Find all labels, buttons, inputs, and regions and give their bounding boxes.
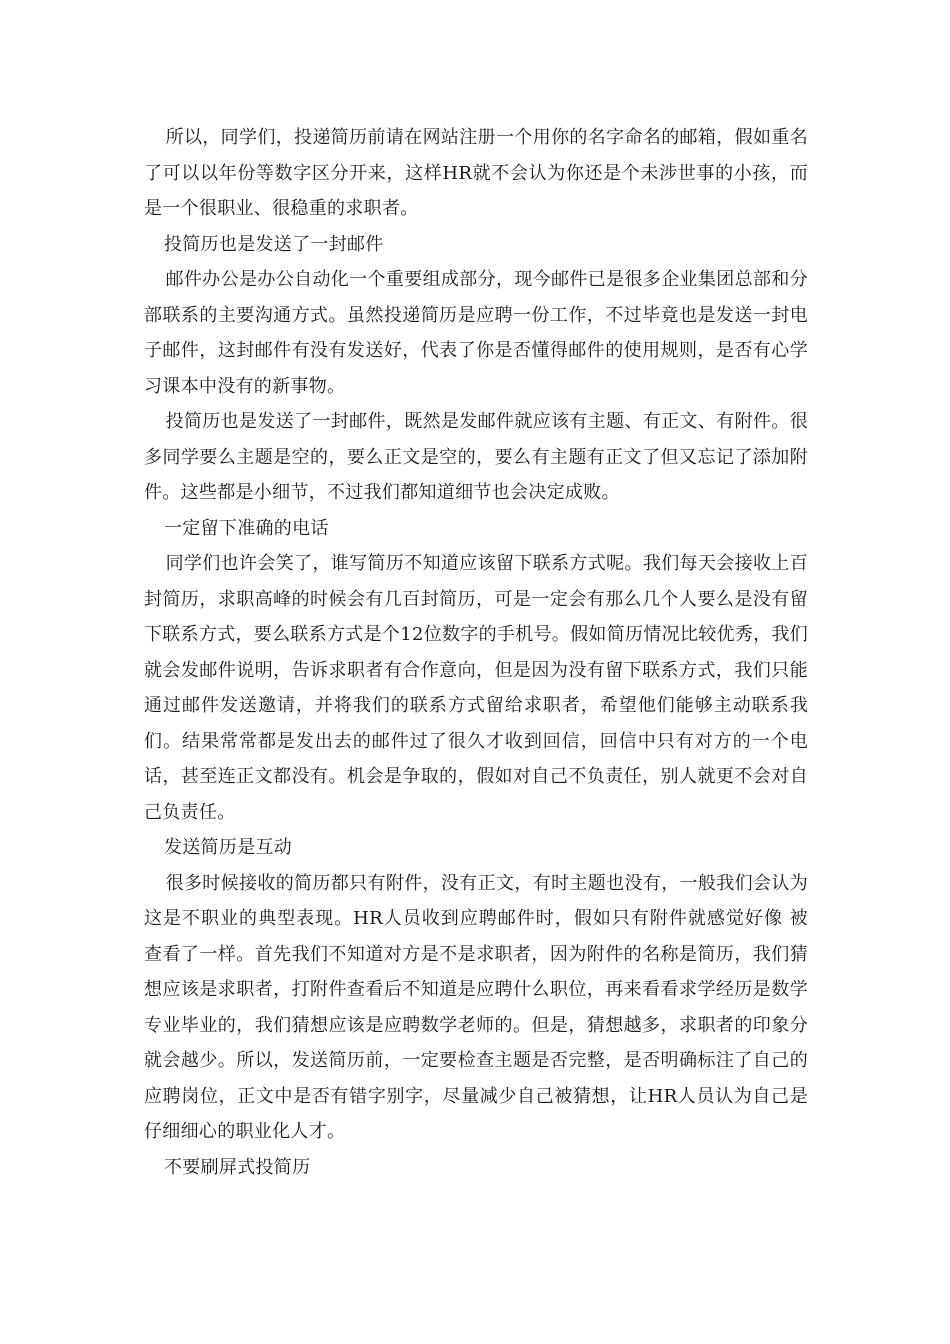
paragraph-email-structure: 投简历也是发送了一封邮件，既然是发邮件就应该有主题、有正文、有附件。很多同学要么主题是空的，要么正文是空的，要么有主题有正文了但又忘记了添加附件。这些都是小细节，不过我们都知道细节也会决定成败。 bbox=[144, 411, 808, 503]
heading-no-spam: 不要刷屏式投简历 bbox=[164, 1156, 311, 1178]
paragraph-email-office: 邮件办公是办公自动化一个重要组成部分，现今邮件已是很多企业集团总部和分部联系的主要沟通方式。虽然投递简历是应聘一份工作，不过毕竟也是发送一封电子邮件，这封邮件有没有发送好，代表了你是否懂得邮件的使用规则，是否有心学习课本中没有的新事物。 bbox=[144, 269, 808, 397]
heading-resume-is-email: 投简历也是发送了一封邮件 bbox=[164, 233, 384, 255]
heading-interaction: 发送简历是互动 bbox=[164, 837, 293, 858]
heading-leave-phone: 一定留下准确的电话 bbox=[164, 517, 329, 539]
document-body bbox=[144, 120, 808, 1185]
paragraph-email-naming: 所以，同学们，投递简历前请在网站注册一个用你的名字命名的邮箱，假如重名了可以以年份等数字区分开来，这样HR就不会认为你还是个未涉世事的小孩，而是一个很职业、很稳重的求职者。 bbox=[144, 127, 808, 219]
paragraph-attachments: 很多时候接收的简历都只有附件，没有正文，有时主题也没有，一般我们会认为这是不职业的典型表现。HR人员收到应聘邮件时，假如只有附件就感觉好像 被 查看了一样。首先我们不知道对方是不是求职者，因为附件的名称是简历，我们猜想应该是求职者，打附件查看后不知道是应聘什么职位，再来看看求学经历是数学专业毕业的，我们猜想应该是应聘数学老师的。但是，猜想越多，求职者的印象分就会越少。所以，发送简历前，一定要检查主题是否完整，是否明确标注了自己的应聘岗位，正文中是否有错字别字，尽量减少自己被猜想，让HR人员认为自己是仔细细心的职业化人才。 bbox=[144, 872, 808, 1142]
paragraph-contact-info: 同学们也许会笑了，谁写简历不知道应该留下联系方式呢。我们每天会接收上百封简历，求职高峰的时候会有几百封简历，可是一定会有那么几个人要么是没有留下联系方式，要么联系方式是个12位数字的手机号。假如简历情况比较优秀，我们就会发邮件说明，告诉求职者有合作意向，但是因为没有留下联系方式，我们只能通过邮件发送邀请，并将我们的联系方式留给求职者，希望他们能够主动联系我们。结果常常都是发出去的邮件过了很久才收到回信，回信中只有对方的一个电话，甚至连正文都没有。机会是争取的，假如对自己不负责任，别人就更不会对自己负责任。 bbox=[144, 553, 809, 823]
